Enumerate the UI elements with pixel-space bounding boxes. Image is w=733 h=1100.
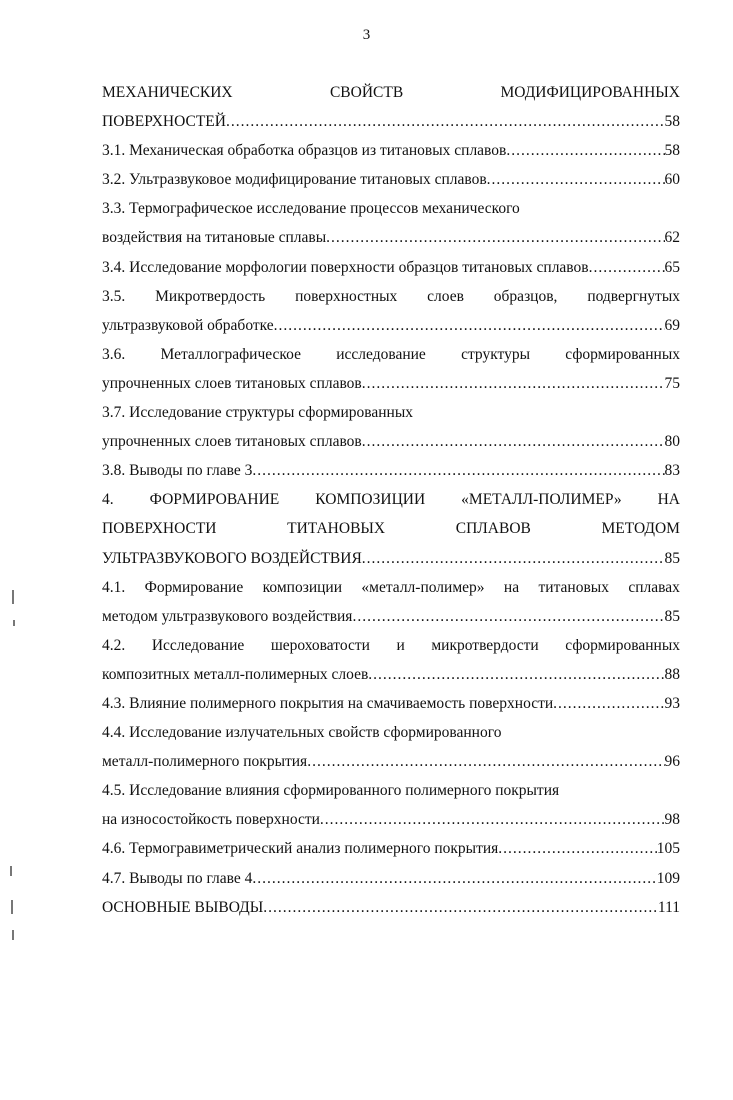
toc-word: на (503, 578, 520, 596)
toc-line (102, 311, 680, 340)
toc-leader-dots (352, 602, 664, 631)
toc-page-number: 58 (664, 113, 680, 131)
toc-line (102, 194, 680, 223)
toc-line (102, 369, 680, 398)
toc-entry-title: на износостойкость поверхности (102, 811, 320, 829)
toc-line (102, 718, 680, 747)
table-of-contents (102, 78, 680, 922)
toc-line (102, 805, 680, 834)
toc-word: НА (657, 491, 680, 509)
toc-page-number: 85 (664, 607, 680, 625)
toc-word: микротвердости (431, 636, 539, 654)
toc-entry-title: 3.8. Выводы по главе 3 (102, 462, 253, 480)
toc-leader-dots (506, 136, 664, 165)
toc-word: сформированных (565, 345, 680, 363)
toc-entry-title: ОСНОВНЫЕ ВЫВОДЫ (102, 898, 264, 916)
toc-entry-title: УЛЬТРАЗВУКОВОГО ВОЗДЕЙСТВИЯ (102, 549, 362, 567)
toc-line (102, 398, 680, 427)
margin-scan-mark (11, 900, 13, 914)
toc-entry-title: упрочненных слоев титановых сплавов (102, 433, 362, 451)
toc-word: подвергнутых (587, 287, 680, 305)
toc-entry-title: композитных металл-полимерных слоев (102, 665, 369, 683)
toc-leader-dots (307, 747, 664, 776)
toc-page-number: 105 (656, 840, 680, 858)
toc-word: СВОЙСТВ (329, 84, 404, 101)
toc-page-number: 98 (664, 811, 680, 829)
toc-leader-dots (252, 864, 656, 893)
toc-leader-dots (589, 253, 665, 282)
toc-leader-dots (326, 223, 664, 252)
toc-line (102, 165, 680, 194)
toc-word: титановых (538, 578, 609, 596)
toc-leader-dots (362, 544, 665, 573)
toc-page-number: 109 (656, 869, 680, 887)
toc-entry-title: 3.1. Механическая обработка образцов из титановых сплавов (102, 142, 507, 160)
toc-line (102, 107, 680, 136)
toc-word: образцов, (493, 287, 558, 305)
toc-entry-title: 3.2. Ультразвуковое модифицирование титановых сплавов (102, 171, 487, 189)
toc-line (102, 834, 680, 863)
toc-word: Металлографическое (160, 345, 301, 363)
toc-word: МЕТОДОМ (601, 520, 680, 538)
toc-word: «металл-полимер» (361, 578, 485, 596)
toc-line (102, 660, 680, 689)
toc-page-number: 69 (664, 316, 680, 334)
toc-entry-title: 3.3. Термографическое исследование процессов механического (102, 200, 520, 218)
toc-line (102, 253, 680, 282)
toc-line (102, 223, 680, 252)
toc-entry-title: методом ультразвукового воздействия (102, 607, 353, 625)
toc-entry-title: упрочненных слоев титановых сплавов (102, 374, 362, 392)
toc-leader-dots (498, 834, 656, 863)
toc-page-number: 93 (664, 694, 680, 712)
toc-leader-dots (226, 107, 665, 136)
toc-word: СПЛАВОВ (455, 520, 531, 538)
toc-word: 4.1. (102, 578, 126, 596)
toc-leader-dots (487, 165, 665, 194)
toc-word: 3.5. (102, 287, 126, 305)
toc-page-number: 62 (664, 229, 680, 247)
toc-leader-dots (362, 369, 665, 398)
toc-line (102, 893, 680, 922)
toc-word: и (396, 636, 405, 654)
toc-entry-title: 4.4. Исследование излучательных свойств сформированного (102, 724, 502, 742)
toc-entry-title: 4.6. Термогравиметрический анализ полимерного покрытия (102, 840, 499, 858)
toc-line (102, 456, 680, 485)
toc-line (102, 631, 680, 660)
toc-entry-title: ультразвуковой обработке (102, 316, 274, 334)
page-number: 3 (362, 27, 371, 43)
toc-word: МЕХАНИЧЕСКИХ (102, 84, 233, 101)
toc-word: ПОВЕРХНОСТИ (102, 520, 217, 538)
toc-line (102, 602, 680, 631)
toc-line (102, 776, 680, 805)
toc-page-number: 60 (664, 171, 680, 189)
toc-entry-title: воздействия на титановые сплавы (102, 229, 327, 247)
toc-page-number: 83 (664, 462, 680, 480)
toc-page-number: 88 (664, 665, 680, 683)
toc-page-number: 80 (664, 433, 680, 451)
toc-leader-dots (320, 805, 665, 834)
toc-word: 4. (102, 491, 114, 509)
toc-line (102, 544, 680, 573)
toc-line (102, 427, 680, 456)
toc-leader-dots (368, 660, 664, 689)
toc-line (102, 514, 680, 543)
toc-word: слоев (427, 287, 464, 305)
toc-leader-dots (252, 456, 664, 485)
toc-word: 3.6. (102, 345, 126, 363)
toc-leader-dots (274, 311, 665, 340)
toc-word: «МЕТАЛЛ-ПОЛИМЕР» (461, 491, 622, 509)
toc-line (102, 485, 680, 514)
toc-line (102, 689, 680, 718)
toc-line (102, 573, 680, 602)
toc-entry-title: 3.7. Исследование структуры сформированных (102, 404, 414, 422)
toc-word: ТИТАНОВЫХ (287, 520, 386, 538)
toc-word: 4.2. (102, 636, 126, 654)
toc-line (102, 864, 680, 893)
toc-entry-title: 4.3. Влияние полимерного покрытия на смачиваемость поверхности (102, 694, 554, 712)
toc-page-number: 111 (657, 898, 680, 916)
toc-word: Формирование (144, 578, 244, 596)
toc-line (102, 78, 680, 107)
toc-page-number: 58 (664, 142, 680, 160)
toc-leader-dots (263, 893, 658, 922)
toc-entry-title: ПОВЕРХНОСТЕЙ (102, 113, 226, 131)
toc-entry-title: 4.5. Исследование влияния сформированного полимерного покрытия (102, 782, 560, 800)
toc-line (102, 340, 680, 369)
toc-page-number: 96 (664, 753, 680, 771)
toc-word: сплавах (628, 578, 680, 596)
toc-word: композиции (262, 578, 342, 596)
toc-page-number: 65 (664, 258, 680, 276)
toc-entry-title: 4.7. Выводы по главе 4 (102, 869, 253, 887)
toc-line (102, 282, 680, 311)
toc-entry-title: 3.4. Исследование морфологии поверхности образцов титановых сплавов (102, 258, 589, 276)
toc-word: ФОРМИРОВАНИЕ (149, 491, 280, 509)
toc-page-number: 75 (664, 374, 680, 392)
toc-leader-dots (553, 689, 664, 718)
margin-scan-mark (12, 930, 14, 940)
toc-line (102, 136, 680, 165)
margin-scan-mark (12, 590, 14, 604)
toc-word: поверхностных (295, 287, 398, 305)
toc-entry-title: металл-полимерного покрытия (102, 753, 308, 771)
toc-word: Исследование (151, 636, 245, 654)
toc-leader-dots (362, 427, 665, 456)
toc-line (102, 747, 680, 776)
margin-scan-mark (13, 620, 15, 626)
toc-word: КОМПОЗИЦИИ (315, 491, 426, 509)
toc-word: исследование (336, 345, 426, 363)
margin-scan-mark (10, 866, 12, 876)
toc-word: шероховатости (270, 636, 370, 654)
toc-word: сформированных (565, 636, 680, 654)
toc-word: Микротвердость (155, 287, 266, 305)
toc-page-number: 85 (664, 549, 680, 567)
toc-word: МОДИФИЦИРОВАННЫХ (500, 84, 680, 101)
toc-word: структуры (461, 345, 531, 363)
